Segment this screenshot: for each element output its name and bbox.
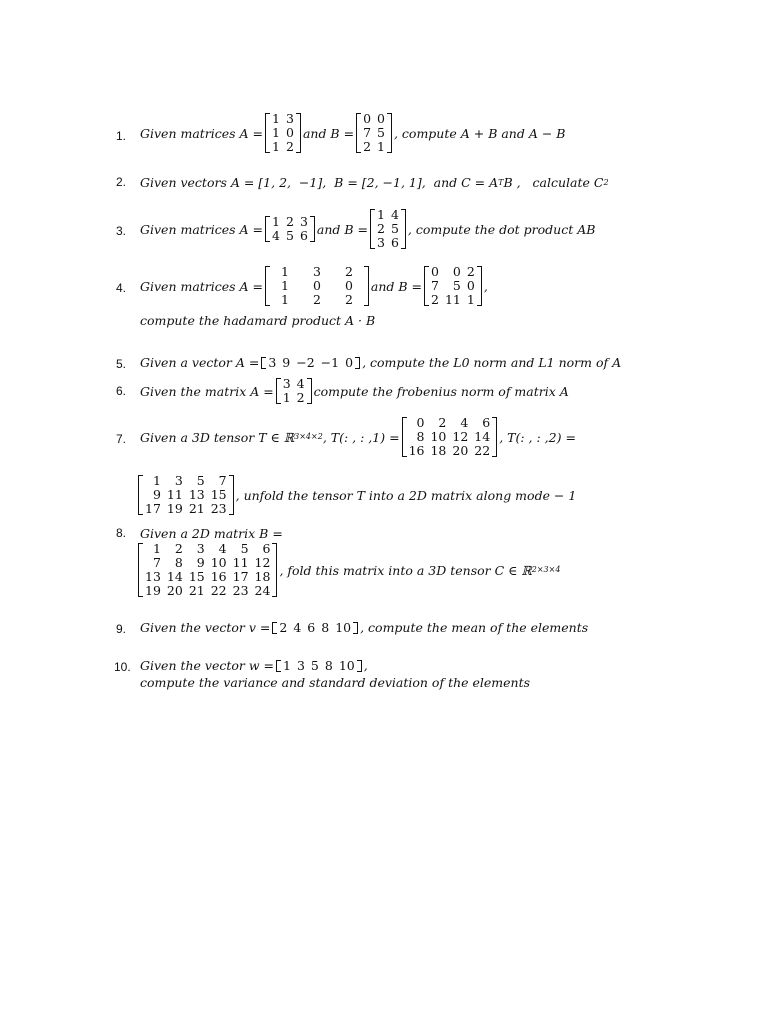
matrix-cell: 4: [272, 228, 280, 243]
matrix-cell: 13: [145, 569, 161, 584]
question-number: 3.: [116, 224, 127, 238]
matrix-cell: 5: [310, 657, 319, 673]
matrix-cell: 24: [254, 583, 271, 598]
matrix-cell: 3: [377, 235, 385, 250]
matrix-cell: 15: [210, 487, 227, 502]
matrix-b: [370, 208, 406, 250]
question-number: 8.: [116, 526, 127, 540]
matrix-cell: 7: [431, 278, 439, 293]
matrix-cell: 20: [452, 443, 469, 458]
matrix-row: [280, 659, 358, 673]
question-text: Given matrices A =: [140, 221, 264, 237]
matrix-cell: 0: [285, 125, 294, 140]
matrix-cell: 5: [377, 125, 385, 140]
matrix-b: [138, 542, 277, 598]
matrix-cell: 2: [344, 264, 353, 279]
matrix-cell: 0: [345, 354, 354, 370]
matrix-cell: 2: [296, 390, 305, 405]
matrix-cell: 19: [166, 501, 183, 516]
matrix-row: [142, 488, 230, 502]
matrix-row: [142, 556, 273, 570]
matrix-cell: 6: [307, 619, 316, 635]
vector-v: [272, 621, 358, 635]
matrix-cell: 1: [283, 657, 291, 673]
matrix-cell: −2: [296, 354, 315, 370]
matrix-cell: 4: [296, 376, 305, 391]
matrix-a: [265, 112, 301, 154]
matrix-cell: 8: [174, 555, 183, 570]
matrix-cell: 21: [188, 583, 205, 598]
question-text: ,: [363, 658, 368, 673]
question-text: compute the hadamard product A · B: [140, 313, 376, 328]
matrix-cell: 22: [474, 443, 491, 458]
matrix-row: [280, 391, 308, 405]
question-text: ,: [483, 278, 488, 294]
matrix-cell: 6: [299, 228, 308, 243]
matrix-cell: 17: [145, 501, 161, 516]
matrix-a: [265, 215, 315, 243]
matrix-cell: 5: [452, 278, 461, 293]
matrix-cell: 20: [166, 583, 183, 598]
matrix-cell: 6: [262, 541, 271, 556]
matrix-grid: [280, 659, 358, 673]
matrix-cell: 11: [444, 292, 461, 307]
matrix-cell: 3: [282, 376, 291, 391]
matrix-row: [406, 416, 494, 430]
matrix-cell: 10: [338, 657, 355, 673]
question-text: and B =: [370, 278, 423, 294]
matrix-cell: 4: [293, 619, 302, 635]
question-text: compute the frobenius norm of matrix A: [313, 383, 569, 399]
question-number: 1.: [116, 129, 127, 143]
matrix-cell: 15: [188, 569, 205, 584]
matrix-row: [265, 356, 356, 370]
matrix-cell: 23: [232, 583, 249, 598]
matrix-cell: 8: [321, 619, 330, 635]
matrix-a: [276, 377, 312, 405]
matrix-cell: 5: [390, 221, 399, 236]
matrix-row: [269, 229, 311, 243]
question-text: Given matrices A =: [140, 125, 264, 141]
question-text: , T(: , : ,1) =: [322, 429, 400, 445]
matrix-grid: [276, 621, 354, 635]
matrix-row: [428, 293, 478, 307]
matrix-row: [428, 265, 478, 279]
matrix-cell: 2: [285, 214, 294, 229]
matrix-cell: 2: [285, 139, 294, 154]
matrix-row: [142, 542, 273, 556]
question-text: , compute A + B and A − B: [393, 125, 566, 141]
matrix-row: [142, 502, 230, 516]
matrix-cell: 0: [312, 278, 321, 293]
matrix-row: [280, 377, 308, 391]
question-text: , unfold the tensor T into a 2D matrix along mode − 1: [235, 487, 577, 503]
matrix-cell: 2: [438, 415, 447, 430]
matrix-cell: 0: [363, 111, 372, 126]
matrix-cell: 0: [466, 278, 475, 293]
matrix-cell: 7: [218, 473, 227, 488]
matrix-cell: 21: [188, 501, 205, 516]
question-text: Given the vector w =: [140, 658, 275, 673]
question-text: compute the variance and standard deviation of the elements: [140, 675, 531, 690]
matrix-cell: 1: [281, 278, 289, 293]
tensor-slice-1: [402, 416, 498, 458]
matrix-row: [276, 621, 354, 635]
matrix-row: [269, 265, 365, 279]
matrix-row: [269, 112, 297, 126]
matrix-row: [374, 222, 402, 236]
matrix-cell: 12: [254, 555, 271, 570]
matrix-row: [406, 444, 494, 458]
vector-w: [276, 659, 362, 673]
matrix-cell: 2: [174, 541, 183, 556]
matrix-grid: [269, 265, 365, 307]
matrix-cell: 19: [145, 583, 161, 598]
matrix-cell: 6: [482, 415, 491, 430]
matrix-row: [142, 584, 273, 598]
matrix-cell: 9: [196, 555, 205, 570]
matrix-b: [356, 112, 392, 154]
matrix-row: [374, 208, 402, 222]
question-text: and B =: [302, 125, 355, 141]
question-text: , compute the L0 norm and L1 norm of A: [362, 355, 622, 370]
matrix-cell: 9: [282, 354, 291, 370]
matrix-row: [374, 236, 402, 250]
question-text: Given a vector A =: [140, 355, 260, 370]
matrix-row: [428, 279, 478, 293]
question-number: 4.: [116, 281, 127, 295]
matrix-cell: 4: [218, 541, 227, 556]
matrix-row: [360, 126, 388, 140]
matrix-row: [142, 570, 273, 584]
matrix-cell: 3: [312, 264, 321, 279]
matrix-cell: 2: [279, 619, 288, 635]
matrix-cell: 10: [335, 619, 352, 635]
matrix-grid: [269, 215, 311, 243]
matrix-cell: 7: [363, 125, 372, 140]
matrix-cell: 1: [152, 473, 161, 488]
matrix-a: [265, 265, 369, 307]
matrix-cell: 14: [166, 569, 183, 584]
question-text: B , calculate C: [503, 175, 604, 190]
matrix-cell: 0: [344, 278, 353, 293]
document-page: 1. Given matrices A = 1 3 1 0 1 2 and B = 0 0 7 5 2 1 , compute A + B and A − B 2. Given vectors A = [1, 2, −1], B = [2, −1, 1], and C = A T B , calculate C 2 3. Given matrices A = 1 2 3 4 5 6 and B = 1 4 2 5 3 6 , compute the dot product AB 4. Given matrices A = 1 3 2 1 0 0 1 2 2 and B = 0 0 2 7 5 0 2 11 1 , compute the hadamard product A · B 5. Given a vector A = 3 9 −2 −1 0 , compute the L0 norm and L1 norm of A 6. Given the matrix A = 3 4 1 2 compute the frobenius norm of matrix A 7. Given a 3D tensor T ∈ ℝ 3×4×2 , T(: , : ,1) = 0 2 4 6 8 10 12 14 16 18 20 22 , T(: , : ,2) = 1 3 5 7 9 11 13 15 17 19 21 23 , unfold the tensor T into a 2D matrix along mode − 1 8. Given a 2D matrix B = 1 2 3 4 5 6 7 8 9 10 11 12 13 14 15 16 17 18 19 20 21 22 23 24 , fold this matrix into a 3D tensor C ∈ ℝ 2×3×4 9. Given the vector v = 2 4 6 8 10 , compute the mean of the elements 10. Given the vector w = 1 3 5 8 10 , compute the variance and standard deviation of the elements: [0, 0, 768, 1024]
matrix-row: [269, 293, 365, 307]
matrix-cell: 2: [466, 264, 475, 279]
matrix-cell: 2: [344, 292, 353, 307]
matrix-cell: 2: [377, 221, 385, 236]
matrix-cell: 4: [390, 207, 399, 222]
matrix-cell: 18: [254, 569, 271, 584]
matrix-grid: [269, 112, 297, 154]
matrix-cell: 1: [272, 214, 280, 229]
matrix-cell: 10: [210, 555, 227, 570]
matrix-cell: 22: [210, 583, 227, 598]
matrix-cell: 2: [312, 292, 321, 307]
tensor-slice-2: [138, 474, 234, 516]
matrix-grid: [428, 265, 478, 307]
question-text: Given matrices A =: [140, 278, 264, 294]
question-number: 6.: [116, 384, 127, 398]
matrix-cell: 13: [188, 487, 205, 502]
matrix-cell: 1: [282, 390, 291, 405]
matrix-cell: 3: [174, 473, 183, 488]
matrix-cell: 16: [408, 443, 425, 458]
matrix-cell: 1: [466, 292, 475, 307]
matrix-cell: 1: [377, 139, 385, 154]
question-number: 10.: [114, 660, 131, 674]
question-text: Given vectors A = [1, 2, −1], B = [2, −1, 1], and C = A: [140, 175, 499, 190]
matrix-cell: 17: [232, 569, 249, 584]
matrix-cell: 3: [196, 541, 205, 556]
matrix-grid: [406, 416, 494, 458]
matrix-b: [424, 265, 482, 307]
matrix-cell: 14: [474, 429, 491, 444]
matrix-cell: 0: [431, 264, 439, 279]
matrix-cell: 1: [281, 264, 289, 279]
question-text: Given a 3D tensor T ∈ ℝ: [140, 429, 295, 445]
matrix-cell: 4: [460, 415, 469, 430]
matrix-cell: 1: [377, 207, 385, 222]
matrix-cell: 1: [272, 139, 280, 154]
matrix-cell: 1: [272, 111, 280, 126]
matrix-cell: 5: [285, 228, 294, 243]
matrix-cell: 2: [431, 292, 439, 307]
matrix-cell: 11: [166, 487, 183, 502]
matrix-cell: 0: [416, 415, 425, 430]
matrix-cell: 8: [416, 429, 425, 444]
matrix-cell: 1: [281, 292, 289, 307]
matrix-cell: 0: [377, 111, 385, 126]
matrix-row: [360, 140, 388, 154]
matrix-cell: 11: [232, 555, 249, 570]
matrix-cell: 12: [452, 429, 469, 444]
matrix-cell: 3: [299, 214, 308, 229]
matrix-cell: 1: [272, 125, 280, 140]
matrix-cell: 3: [285, 111, 294, 126]
question-number: 9.: [116, 622, 127, 636]
question-number: 7.: [116, 432, 127, 446]
matrix-grid: [142, 474, 230, 516]
question-text: , compute the dot product AB: [407, 221, 596, 237]
matrix-cell: 3: [296, 657, 305, 673]
question-text: Given the matrix A =: [140, 383, 274, 399]
matrix-cell: 18: [430, 443, 447, 458]
question-text: Given the vector v =: [140, 620, 271, 635]
matrix-row: [269, 215, 311, 229]
question-text: , T(: , : ,2) =: [499, 429, 576, 445]
matrix-row: [269, 140, 297, 154]
matrix-cell: 8: [324, 657, 333, 673]
matrix-cell: 3: [268, 354, 277, 370]
matrix-cell: 7: [152, 555, 161, 570]
matrix-cell: 10: [430, 429, 447, 444]
matrix-cell: 9: [152, 487, 161, 502]
question-text: , fold this matrix into a 3D tensor C ∈ ℝ: [279, 562, 532, 578]
vector-a: [261, 356, 360, 370]
matrix-grid: [265, 356, 356, 370]
matrix-row: [269, 279, 365, 293]
matrix-cell: 23: [210, 501, 227, 516]
question-text: and B =: [316, 221, 369, 237]
matrix-grid: [280, 377, 308, 405]
matrix-cell: 5: [196, 473, 205, 488]
matrix-grid: [374, 208, 402, 250]
matrix-grid: [142, 542, 273, 598]
question-text: Given a 2D matrix B =: [140, 526, 283, 541]
matrix-cell: 16: [210, 569, 227, 584]
matrix-row: [360, 112, 388, 126]
matrix-row: [406, 430, 494, 444]
matrix-row: [269, 126, 297, 140]
question-text: , compute the mean of the elements: [360, 620, 589, 635]
matrix-cell: 0: [452, 264, 461, 279]
matrix-row: [142, 474, 230, 488]
matrix-cell: 6: [390, 235, 399, 250]
matrix-grid: [360, 112, 388, 154]
question-number: 2.: [116, 175, 127, 189]
matrix-cell: 1: [152, 541, 161, 556]
matrix-cell: 2: [363, 139, 372, 154]
question-number: 5.: [116, 357, 127, 371]
matrix-cell: −1: [320, 354, 340, 370]
matrix-cell: 5: [240, 541, 249, 556]
